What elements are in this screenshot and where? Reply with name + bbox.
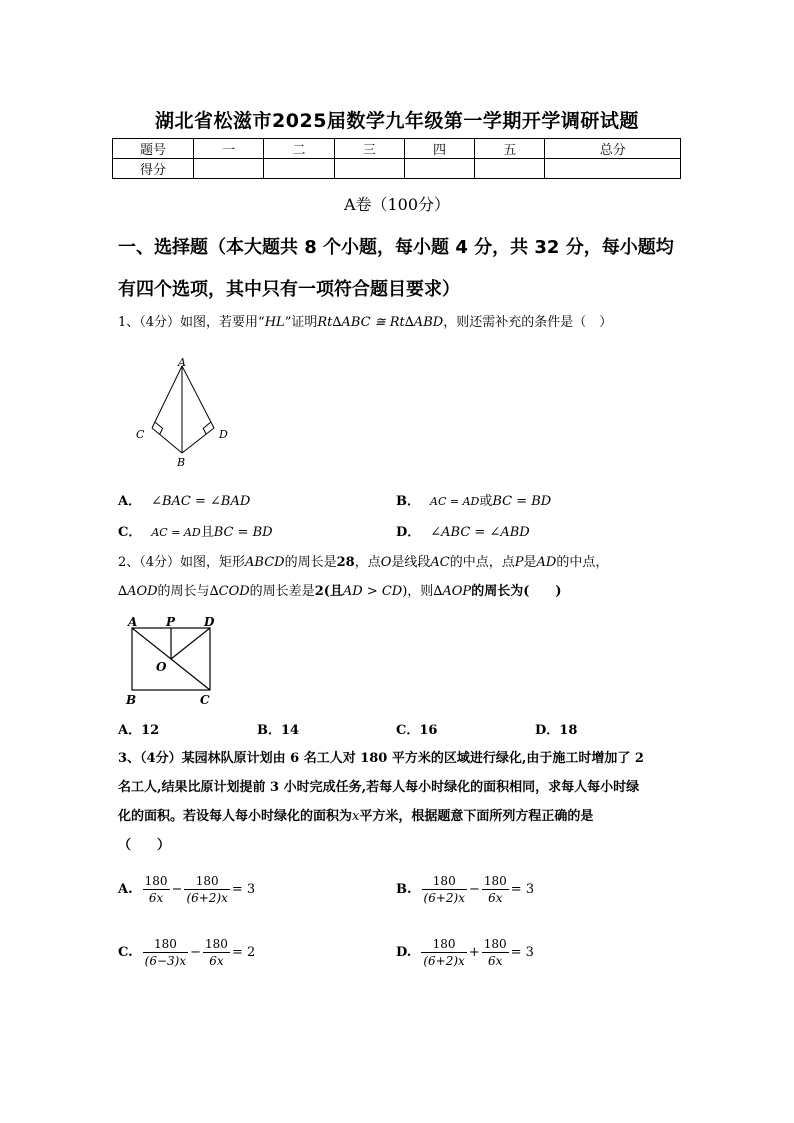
section-1-heading-line1: 一、选择题（本大题共 8 个小题，每小题 4 分，共 32 分，每小题均 [118, 237, 674, 258]
q2-text: )，则 [402, 584, 434, 599]
numerator: 180 [422, 874, 467, 890]
q2-rectangle-figure [122, 614, 222, 710]
fraction [422, 874, 467, 905]
q1-mid: ”证明 [284, 315, 318, 330]
numerator: 180 [421, 937, 466, 953]
q2-number: 28 [336, 555, 355, 570]
q2-text: 是 [523, 555, 537, 570]
q2-text: 2、（4分）如图，矩形 [118, 555, 246, 570]
q2-math: ∆AOD [118, 584, 158, 599]
option-text: BC = BD [492, 494, 552, 509]
q2-label-d: D [204, 615, 215, 629]
q2-math: AD > CD [342, 584, 403, 599]
q2-math: AC [430, 555, 450, 570]
question-1-stem [118, 308, 688, 337]
q3-option-c[interactable] [118, 937, 257, 968]
rhs: = 2 [231, 945, 256, 960]
numerator: 180 [205, 937, 228, 951]
option-label: D. [396, 945, 412, 960]
fraction [482, 874, 509, 905]
rhs: = 3 [231, 882, 256, 897]
fraction [203, 937, 230, 968]
section-1-heading-line2: 有四个选项，其中只有一项符合题目要求） [118, 279, 460, 300]
option-join: 且 [200, 525, 214, 540]
q3-text: 化的面积。若设每人每小时绿化的面积为 [118, 809, 353, 824]
q1-hl: HL [264, 315, 285, 330]
score-table-header-row [113, 139, 681, 159]
denominator: 6x [148, 891, 164, 905]
q2-option-b[interactable]: B．14 [257, 723, 300, 738]
q3-option-b[interactable] [396, 874, 536, 905]
q2-math: O [380, 555, 392, 570]
option-label: B． [396, 494, 420, 509]
q2-text: 的中点， [556, 555, 609, 570]
score-cell: 三 [334, 139, 404, 159]
numerator: 180 [483, 937, 507, 951]
denominator: 6x [487, 954, 503, 968]
operator: + [468, 945, 480, 960]
q2-label-c: C [200, 693, 210, 707]
option-text: AC = AD [430, 495, 480, 508]
option-label: B. [396, 882, 412, 897]
q3-text: 平方米，根据题意下面所列方程正确的是 [359, 809, 594, 824]
score-cell: 四 [404, 139, 474, 159]
option-label: C. [118, 945, 133, 960]
option-label: C． [118, 525, 142, 540]
q3-option-d[interactable] [396, 937, 536, 968]
score-blank-cell[interactable] [404, 159, 474, 179]
option-text: ∠BAC = ∠BAD [151, 494, 251, 509]
q2-label-p: P [166, 615, 176, 629]
q1-kite-figure [130, 356, 240, 474]
operator: − [171, 882, 183, 897]
denominator: (6+2)x [186, 891, 228, 905]
q2-text: 的周长是 [284, 555, 337, 570]
score-cell: 二 [264, 139, 334, 159]
fraction [184, 874, 229, 905]
q2-label-o: O [156, 660, 167, 674]
score-cell: 得分 [113, 159, 194, 179]
fraction [421, 937, 466, 968]
q2-label-a: A [128, 615, 138, 629]
q2-math: ∆AOP [433, 584, 472, 599]
q1-label-d: D [219, 428, 228, 441]
option-label: D． [396, 525, 421, 540]
q1-option-a[interactable] [118, 490, 250, 509]
question-3-stem [118, 744, 688, 860]
q3-line3 [118, 802, 688, 831]
section-a-heading: A卷（100分） [343, 195, 451, 214]
score-blank-cell[interactable] [194, 159, 264, 179]
operator: − [190, 945, 202, 960]
fraction [143, 937, 188, 968]
q3-option-a[interactable] [118, 874, 257, 905]
q1-option-b[interactable] [396, 490, 551, 509]
q2-text: 是线段 [391, 555, 431, 570]
score-table [112, 138, 681, 179]
q1-suffix: ，则还需补充的条件是（ ） [443, 315, 613, 330]
q2-option-a[interactable]: A．12 [118, 723, 160, 738]
option-label: A. [118, 882, 133, 897]
denominator: (6+2)x [423, 891, 465, 905]
q1-label-c: C [136, 428, 145, 441]
score-cell: 总分 [545, 139, 681, 159]
q2-math: AD [536, 555, 557, 570]
numerator: 180 [143, 937, 188, 953]
q2-text: 的周长与 [157, 584, 210, 599]
option-text: ∠ABC = ∠ABD [430, 525, 530, 540]
denominator: 6x [488, 891, 503, 905]
numerator: 180 [144, 874, 168, 888]
numerator: 180 [483, 874, 507, 888]
score-blank-cell[interactable] [545, 159, 681, 179]
q1-option-d[interactable] [396, 521, 530, 540]
q2-number: 2(且 [314, 584, 343, 599]
q2-option-c[interactable]: C．16 [396, 723, 438, 738]
q2-text: 的周长为( ) [471, 584, 562, 599]
fraction [143, 874, 170, 905]
q2-line1 [118, 548, 688, 577]
q1-label-b: B [177, 456, 186, 469]
q3-math: x [352, 809, 360, 824]
q2-math: P [514, 555, 524, 570]
q2-text: ，点 [354, 555, 381, 570]
q3-line4: （ ） [118, 838, 171, 853]
numerator: 180 [184, 874, 229, 890]
q2-line2 [118, 577, 688, 606]
score-blank-cell[interactable] [334, 159, 404, 179]
score-blank-cell[interactable] [264, 159, 334, 179]
operator: − [468, 882, 480, 897]
q1-label-a: A [178, 356, 186, 369]
rhs: = 3 [510, 945, 534, 960]
q2-text: 的中点，点 [449, 555, 515, 570]
score-cell: 一 [194, 139, 264, 159]
q2-math: ABCD [245, 555, 285, 570]
score-table-score-row [113, 159, 681, 179]
question-2-stem [118, 548, 688, 606]
q2-math: ∆COD [209, 584, 250, 599]
score-blank-cell[interactable] [475, 159, 545, 179]
q3-line1: 3、（4分）某园林队原计划由 6 名工人对 180 平方米的区域进行绿化,由于施工时增加了 2 [118, 751, 644, 766]
fraction [482, 937, 509, 968]
q2-label-b: B [126, 693, 137, 707]
option-join: 或 [479, 494, 493, 509]
denominator: (6−3)x [144, 954, 187, 968]
section-1-heading [118, 227, 688, 311]
q2-text: 的周长差是 [249, 584, 315, 599]
denominator: 6x [209, 954, 224, 968]
q1-option-c[interactable] [118, 521, 273, 540]
q2-option-d[interactable]: D．18 [535, 723, 578, 738]
rhs: = 3 [510, 882, 535, 897]
q3-line2: 名工人,结果比原计划提前 3 小时完成任务,若每人每小时绿化的面积相同，求每人每小时绿 [118, 780, 640, 795]
option-text: BC = BD [213, 525, 273, 540]
q1-expr: Rt∆ABC ≅ Rt∆ABD [317, 315, 444, 330]
option-text: AC = AD [151, 526, 201, 539]
page-title: 湖北省松滋市2025届数学九年级第一学期开学调研试题 [155, 110, 639, 132]
score-cell: 题号 [113, 139, 194, 159]
score-cell: 五 [475, 139, 545, 159]
q1-prefix: 1、（4分）如图，若要用“ [118, 315, 265, 330]
option-label: A． [118, 494, 142, 509]
denominator: (6+2)x [423, 954, 465, 968]
